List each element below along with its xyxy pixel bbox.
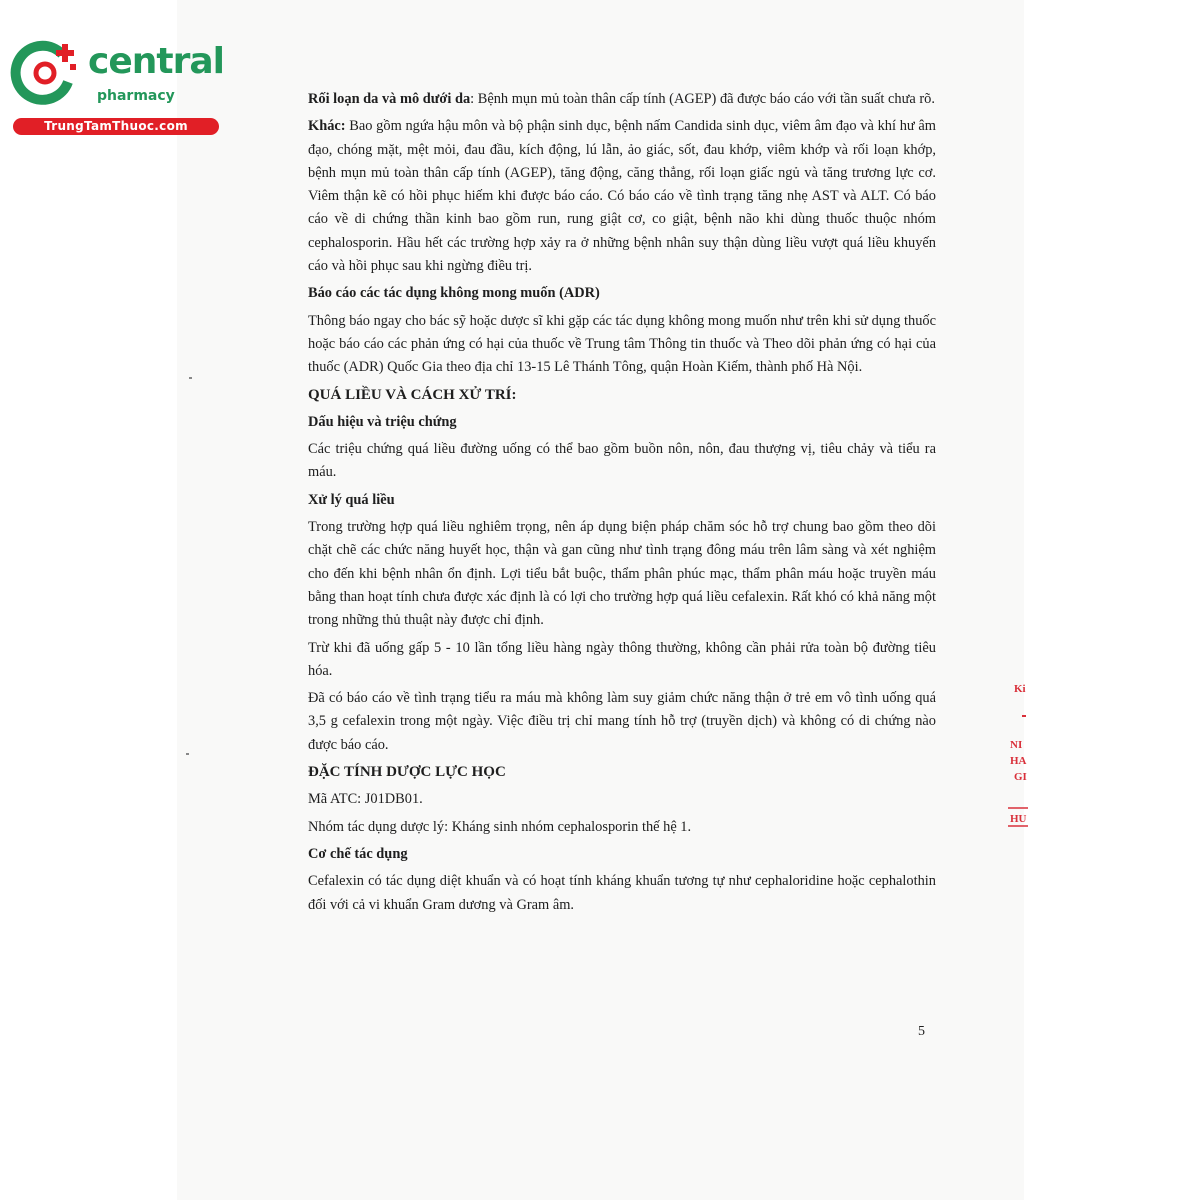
stamp-text: NI — [1010, 739, 1023, 751]
stamp-text: HA — [1010, 755, 1027, 767]
red-stamp-fragment — [1008, 680, 1028, 830]
logo-subtitle: pharmacy — [97, 88, 175, 104]
paragraph-label: Khác: — [308, 118, 346, 135]
paragraph-text: Bao gồm ngứa hậu môn và bộ phận sinh dục, bệnh nấm Candida sinh dục, viêm âm đạo và khí hư âm đạo, chóng mặt, mệt mỏi, đau đầu, kích động, lú lẫn, ảo giác, sốt, đau khớp, viêm khớp và rối loạn khớp, bệnh mụn mủ toàn thân cấp tính (AGEP), tăng động, căng thẳng, rối loạn giấc ngủ và tăng trương lực cơ. Viêm thận kẽ có hồi phục hiếm khi được báo cáo. Có báo cáo về tình trạng tăng nhẹ AST và ALT. Có báo cáo về di chứng thần kinh bao gồm run, rung giật cơ, co giật, bệnh não khi dùng thuốc thuộc nhóm cephalosporin. Hầu hết các trường hợp xảy ra ở những bệnh nhân suy thận dùng liều vượt quá liều khuyến cáo và hồi phục sau khi ngừng điều trị. — [308, 118, 936, 275]
paragraph-pharmacological-group: Nhóm tác dụng dược lý: Kháng sinh nhóm cephalosporin thế hệ 1. — [308, 818, 692, 835]
page-number: 5 — [918, 1024, 925, 1039]
central-pharmacy-logo[interactable] — [10, 36, 224, 136]
paragraph-treatment-3: Đã có báo cáo về tình trạng tiểu ra máu mà không làm suy giảm chức năng thận ở trẻ em vô tình uống quá 3,5 g cefalexin trong một ngày. Việc điều trị chỉ mang tính hỗ trợ (truyền dịch) và không có di chứng nào được báo cáo. — [308, 690, 936, 753]
paragraph-mechanism: Cefalexin có tác dụng diệt khuẩn và có hoạt tính kháng khuẩn tương tự như cephaloridine hoặc cephalothin đối với cả vi khuẩn Gram dương và Gram âm. — [308, 873, 936, 913]
paragraph-label: Rối loạn da và mô dưới da — [308, 91, 471, 107]
paragraph-adr: Thông báo ngay cho bác sỹ hoặc dược sĩ khi gặp các tác dụng không mong muốn như trên khi sử dụng thuốc hoặc báo cáo các phản ứng có hại của thuốc về Trung tâm Thông tin thuốc và Theo dõi phản ứng có hại của thuốc (ADR) Quốc Gia theo địa chỉ 13-15 Lê Thánh Tông, quận Hoàn Kiếm, thành phố Hà Nội. — [308, 312, 936, 376]
cross-c-logo-icon — [10, 38, 80, 108]
logo-wordmark: central — [88, 41, 224, 82]
paragraph-signs: Các triệu chứng quá liều đường uống có thể bao gồm buồn nôn, nôn, đau thượng vị, tiêu chảy và tiểu ra máu. — [308, 441, 936, 481]
section-title-pharmacodynamics: ĐẶC TÍNH DƯỢC LỰC HỌC — [308, 764, 506, 781]
paragraph-treatment-2: Trừ khi đã uống gấp 5 - 10 lần tổng liều hàng ngày thông thường, không cần phải rửa toàn bộ đường tiêu hóa. — [308, 639, 936, 679]
heading-signs-symptoms: Dấu hiệu và triệu chứng — [308, 413, 457, 430]
heading-mechanism: Cơ chế tác dụng — [308, 845, 408, 862]
logo-url-badge[interactable]: TrungTamThuoc.com — [13, 118, 219, 135]
document-body — [308, 88, 936, 921]
paragraph-skin-disorders — [308, 88, 936, 111]
stamp-text: HU — [1010, 813, 1027, 825]
heading-adr-report: Báo cáo các tác dụng không mong muốn (ADR) — [308, 285, 600, 302]
section-title-overdose: QUÁ LIỀU VÀ CÁCH XỬ TRÍ: — [308, 386, 517, 403]
paragraph-treatment-1: Trong trường hợp quá liều nghiêm trọng, nên áp dụng biện pháp chăm sóc hỗ trợ chung bao gồm theo dõi chặt chẽ các chức năng huyết học, thận và gan cũng như tình trạng đông máu trên lâm sàng và xét nghiệm cho đến khi bệnh nhân ổn định. Lợi tiểu bắt buộc, thẩm phân phúc mạc, thẩm phân máu hoặc truyền máu bằng than hoạt tính chưa được xác định là có lợi cho trường hợp quá liều cefalexin. Rất khó có khả năng một trong những thủ thuật này được chỉ định. — [308, 519, 936, 629]
scan-speck — [189, 377, 192, 379]
scan-speck — [186, 753, 189, 755]
stamp-text: Ki — [1014, 683, 1026, 695]
paragraph-other — [308, 115, 936, 278]
paragraph-atc-code: Mã ATC: J01DB01. — [308, 791, 423, 808]
heading-overdose-treatment: Xử lý quá liều — [308, 491, 395, 508]
stamp-text: GI — [1014, 771, 1027, 783]
paragraph-text: : Bệnh mụn mủ toàn thân cấp tính (AGEP) đã được báo cáo với tần suất chưa rõ. — [470, 91, 935, 107]
